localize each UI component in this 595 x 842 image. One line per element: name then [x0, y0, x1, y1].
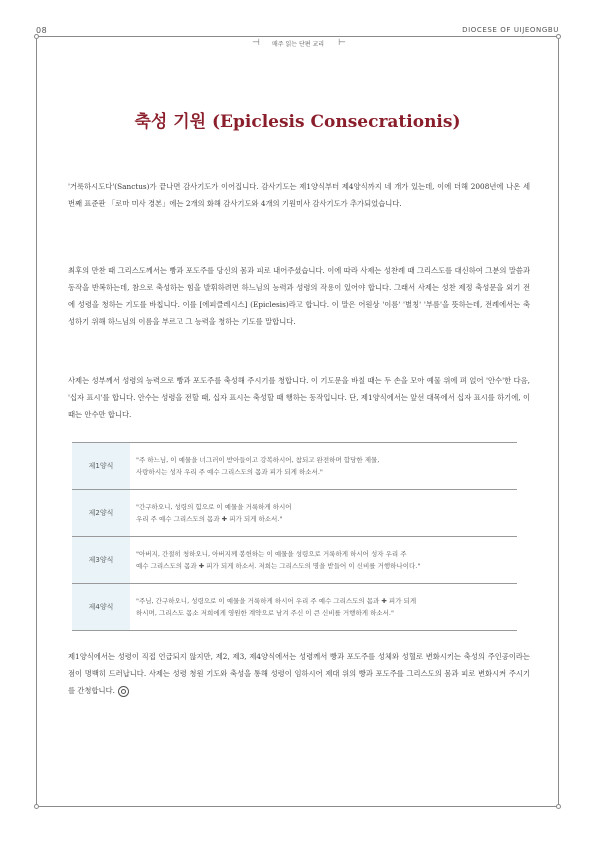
row-label: 제1양식 — [72, 443, 130, 489]
bracket-right-icon: ⊢ — [338, 38, 346, 48]
diocese-label: DIOCESE OF UIJEONGBU — [462, 26, 559, 34]
banner-text: 매주 읽는 단편 교리 — [271, 41, 325, 48]
row-text: "간구하오니, 성령의 힘으로 이 예물을 거룩하게 하시어 우리 주 예수 그리스도의 몸과 ✚ 피가 되게 하소서." — [136, 503, 292, 523]
corner-dot — [34, 804, 39, 809]
frame-left-line — [36, 36, 37, 806]
section-banner — [0, 37, 595, 51]
paragraph — [68, 648, 530, 699]
end-mark-icon — [118, 686, 129, 697]
row-label: 제4양식 — [72, 584, 130, 630]
page-number: 08 — [36, 26, 48, 35]
bracket-left-icon: ⊣ — [252, 38, 260, 48]
row-text: "주님, 간구하오니, 성령으로 이 예물을 거룩하게 하시어 우리 주 예수 그리스도의 몸과 ✚ 피가 되게 하시며, 그리스도 몸소 저희에게 영원한 계약으로 남겨 주신 이 큰 신비를 거행하게 하소서." — [136, 597, 417, 617]
paragraph: 사제는 성부께서 성령의 능력으로 빵과 포도주를 축성해 주시기를 청합니다. 이 기도문을 바칠 때는 두 손을 모아 예물 위에 펴 얹어 '안수'한 다음, '십자 표시'를 합니다. 안수는 성령을 전할 때, 십자 표시는 축성할 때 행하는 동작입니다. 단, 제1양식에서는 앞선 대목에서 십자 표시를 하기에, 이때는 안수만 합니다. — [68, 376, 530, 419]
corner-dot — [556, 804, 561, 809]
paragraph-text: 제1양식에서는 성령이 직접 언급되지 않지만, 제2, 제3, 제4양식에서는 성령께서 빵과 포도주를 성체와 성혈로 변화시키는 축성의 주인공이라는 점이 명백히 드러납니다. 사제는 성령 청원 기도와 축성을 통해 성령이 임하시어 제대 위의 빵과 포도주를 그리스도의 몸과 피로 변화시켜 주시기를 간청합니다. — [68, 652, 530, 695]
frame-bottom-line — [36, 806, 559, 807]
row-text: "아버지, 간절히 청하오니, 아버지께 봉헌하는 이 예물을 성령으로 거룩하게 하시어 성자 우리 주 예수 그리스도의 몸과 ✚ 피가 되게 하소서. 저희는 그리스도의 명을 받들어 이 신비를 거행하나이다." — [136, 550, 421, 570]
paragraph: 최후의 만찬 때 그리스도께서는 빵과 포도주를 당신의 몸과 피로 내어주셨습니다. 이에 따라 사제는 성찬례 때 그리스도를 대신하여 그분의 말씀과 동작을 반복하는데, 참으로 축성하는 힘을 발휘하려면 하느님의 능력과 성령의 작용이 있어야 합니다. 그래서 사제는 성찬 제정 축성문을 외기 전에 성령을 청하는 기도를 바칩니다. 이를 [에피클레시스] (Epiclesis)라고 합니다. 이 말은 어원상 '이름' '별칭' '부름'을 뜻하는데, 전례에서는 축성하기 위해 하느님의 이름을 부르고 그 능력을 청하는 기도를 말합니다. — [68, 266, 530, 326]
table-row — [72, 536, 517, 583]
prayer-table — [72, 442, 517, 631]
table-row — [72, 489, 517, 536]
table-row — [72, 583, 517, 631]
page-title: 축성 기원 (Epiclesis Consecrationis) — [134, 112, 461, 132]
table-row — [72, 442, 517, 489]
frame-right-line — [558, 36, 559, 806]
row-text: "주 하느님, 이 예물을 너그러이 받아들이고 강복하시어, 참되고 완전하며 합당한 제물, 사랑하시는 성자 우리 주 예수 그리스도의 몸과 피가 되게 하소서." — [136, 456, 380, 476]
row-label: 제2양식 — [72, 490, 130, 536]
row-label: 제3양식 — [72, 537, 130, 583]
paragraph: '거룩하시도다'(Sanctus)가 끝나면 감사기도가 이어집니다. 감사기도는 제1양식부터 제4양식까지 네 개가 있는데, 이에 더해 2008년에 나온 세 번째 표준판 「로마 미사 경본」에는 2개의 화해 감사기도와 4개의 기원미사 감사기도가 추가되었습니다. — [68, 182, 530, 208]
